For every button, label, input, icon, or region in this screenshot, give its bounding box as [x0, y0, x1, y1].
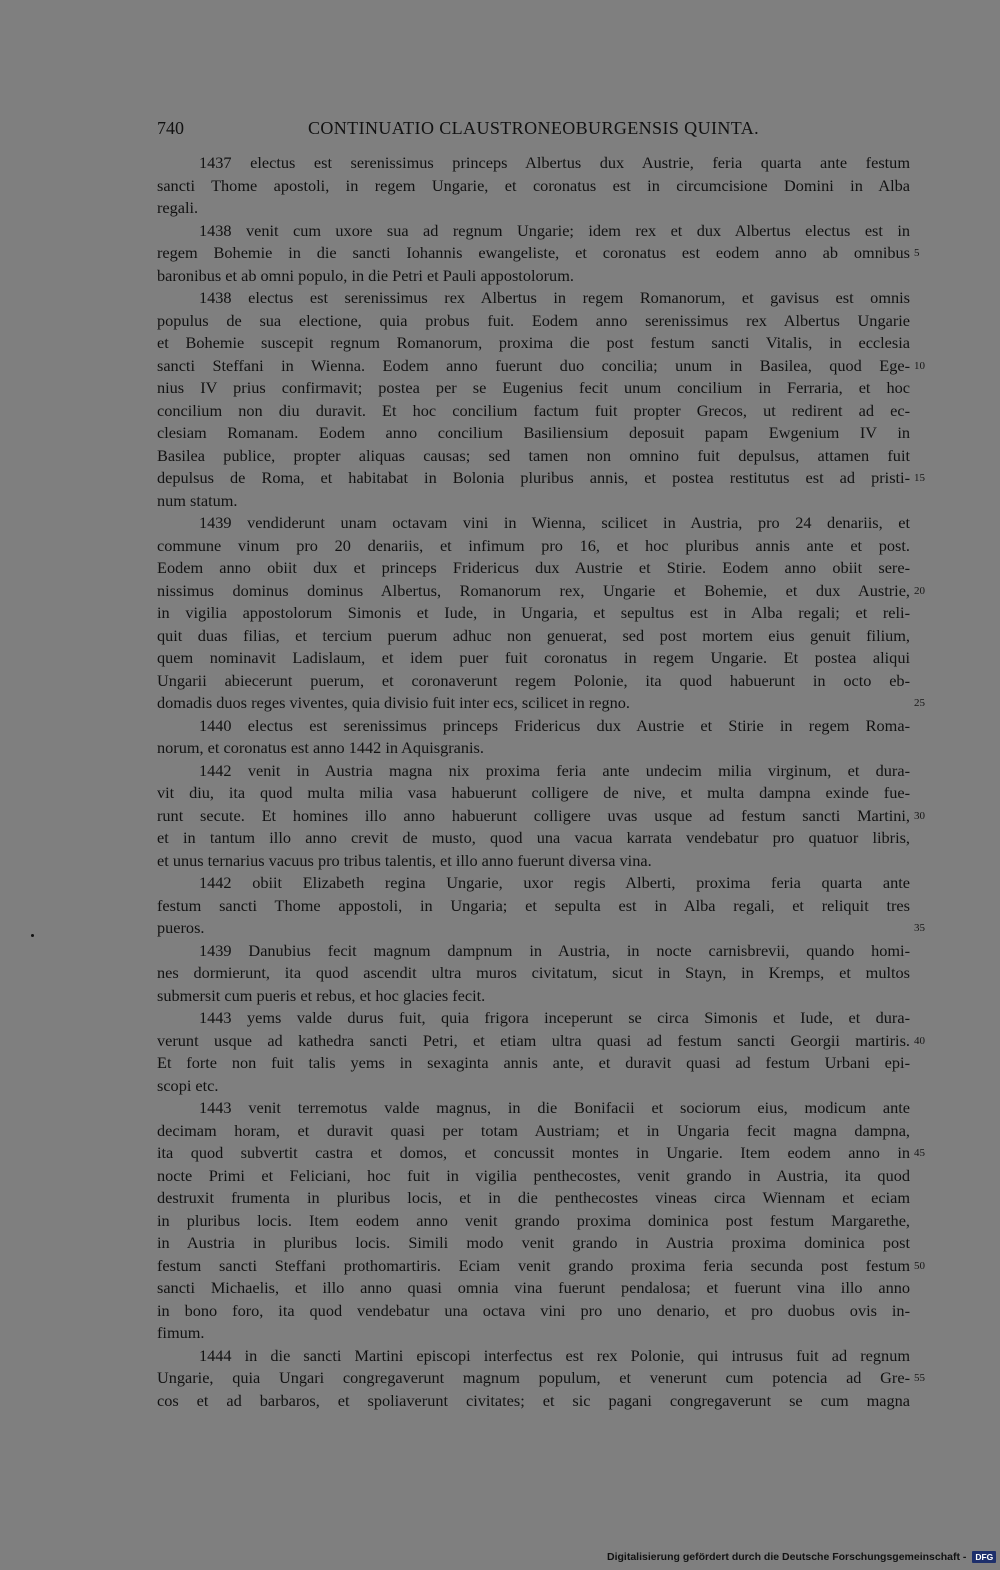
text-line	[157, 1277, 910, 1300]
line-text: Ungarii abiecerunt puerum, et coronaverunt regem Polonie, ita quod habuerunt in octo eb-	[157, 670, 910, 690]
line-text: verunt usque ad kathedra sancti Petri, et etiam ultra quasi ad festum sancti Georgii martiris.	[157, 1030, 910, 1050]
text-line	[157, 715, 910, 738]
line-number: 30	[914, 809, 925, 822]
line-text: clesiam Romanam. Eodem anno concilium Basiliensium deposuit papam Ewgenium IV in	[157, 423, 910, 442]
line-text: festum sancti Steffani prothomartiris. Eciam venit grando proxima feria secunda post festum	[157, 1255, 910, 1275]
line-text: sancti Michaelis, et illo anno quasi omnia vina fuerunt pendalosa; et fuerunt vina illo anno	[157, 1278, 910, 1297]
text-line	[157, 737, 910, 760]
text-line	[157, 670, 910, 693]
line-number: 10	[914, 359, 925, 372]
line-text: ita quod subvertit castra et domos, et concussit montes in Ungarie. Item eodem anno in	[157, 1143, 910, 1162]
line-text: cos et ad barbaros, et spoliaverunt civitates; et sic pagani congregaverunt se cum magna	[157, 1390, 910, 1410]
text-line	[157, 872, 910, 895]
line-text: et in tantum illo anno crevit de musto, quod una vacua karrata vendebatur pro quatuor libris,	[157, 828, 910, 847]
text-line	[157, 760, 910, 783]
line-text: 1438 venit cum uxore sua ad regnum Ungarie; idem rex et dux Albertus electus est in	[199, 220, 910, 240]
line-text: quem nominavit Ladislaum, et idem puer fuit coronatus in regem Ungarie. Et postea aliqui	[157, 648, 910, 667]
text-line	[157, 220, 910, 243]
text-line	[157, 422, 910, 445]
text-line	[157, 805, 925, 828]
text-line	[157, 355, 925, 378]
line-number: 5	[914, 247, 920, 259]
line-text: festum sancti Thome appostoli, in Ungaria; et sepulta est in Alba regali, et reliquit tres	[157, 895, 910, 915]
line-number: 55	[914, 1372, 925, 1384]
line-text: decimam horam, et duravit quasi per totam Austriam; et in Ungaria fecit magna dampna,	[157, 1120, 910, 1140]
text-line	[157, 1052, 910, 1075]
line-text: regali.	[157, 198, 199, 217]
text-line	[157, 400, 910, 423]
footer-credit	[607, 1551, 997, 1566]
chronicle-text	[157, 152, 925, 1412]
text-line	[157, 985, 910, 1008]
text-line	[157, 647, 910, 670]
line-text: 1439 Danubius fecit magnum dampnum in Austria, in nocte carnisbrevii, quando homi-	[199, 940, 910, 960]
page-header	[157, 118, 910, 144]
text-line	[157, 535, 910, 558]
line-text: Et forte non fuit talis yems in sexaginta annis ante, et duravit quasi ad festum Urbani epi-	[157, 1053, 910, 1072]
text-line	[157, 152, 910, 175]
text-line	[157, 557, 910, 580]
line-text: nissimus dominus dominus Albertus, Romanorum rex, Ungarie et Bohemie, et dux Austrie,	[157, 580, 910, 600]
line-text: 1443 venit terremotus valde magnus, in die Bonifacii et sociorum eius, modicum ante	[199, 1098, 910, 1117]
text-line	[157, 377, 910, 400]
text-line	[157, 467, 925, 490]
text-line	[157, 287, 910, 310]
text-line	[157, 895, 910, 918]
line-text: 1437 electus est serenissimus princeps Albertus dux Austrie, feria quarta ante festum	[199, 153, 910, 172]
line-text: sancti Thome apostoli, in regem Ungarie, et coronatus est in circumcisione Domini in Alba	[157, 175, 910, 195]
text-line	[157, 1210, 910, 1233]
line-text: Basilea publice, propter aliquas causas; sed tamen non omnino fuit depulsus, attamen fuit	[157, 445, 910, 465]
text-line	[157, 175, 910, 198]
dfg-logo-icon: DFG	[972, 1551, 996, 1563]
text-line	[157, 940, 910, 963]
text-line	[157, 1097, 910, 1120]
line-text: regem Bohemie in die sancti Iohannis ewangeliste, et coronatus est eodem anno ab omnibus	[157, 243, 910, 262]
line-text: runt secute. Et homines illo anno habuerunt colligere uvas usque ad festum sancti Martini,	[157, 805, 910, 825]
line-text: num statum.	[157, 490, 238, 510]
text-line	[157, 692, 925, 715]
line-text: quit duas filias, et tercium puerum adhuc non genuerat, sed post mortem eius genuit filium,	[157, 625, 910, 645]
line-number: 15	[914, 472, 925, 484]
line-text: 1444 in die sancti Martini episcopi interfectus est rex Polonie, qui intrusus fuit ad regnum	[199, 1345, 910, 1365]
line-text: nes dormierunt, ita quod ascendit ultra muros civitatum, sicut in Stayn, in Kremps, et multos	[157, 963, 910, 982]
line-text: depulsus de Roma, et habitabat in Bolonia pluribus annis, et postea restitutus est ad pristi-	[157, 468, 910, 487]
line-number: 40	[914, 1034, 925, 1047]
line-text: scopi etc.	[157, 1075, 219, 1095]
line-text: in Austria in pluribus locis. Simili modo venit grando in Austria proxima dominica post	[157, 1233, 910, 1252]
text-line	[157, 310, 910, 333]
line-text: in pluribus locis. Item eodem anno venit grando proxima dominica post festum Margarethe,	[157, 1210, 910, 1230]
text-line	[157, 580, 925, 603]
text-line	[157, 1300, 910, 1323]
line-text: vit diu, ita quod multa milia vasa habuerunt colligere de nive, et multa dampna exinde fue-	[157, 783, 910, 802]
line-text: concilium non diu duravit. Et hoc concilium factum fuit propter Grecos, ut redirent ad ec-	[157, 400, 910, 420]
line-text: et Bohemie suscepit regnum Romanorum, proxima die post festum sancti Vitalis, in ecclesia	[157, 333, 910, 352]
text-line	[157, 242, 920, 265]
text-line	[157, 512, 910, 535]
text-line	[157, 1390, 910, 1413]
line-text: 1442 venit in Austria magna nix proxima feria ante undecim milia virginum, et dura-	[199, 760, 910, 780]
line-number: 20	[914, 584, 925, 597]
text-line	[157, 602, 910, 625]
line-text: populus de sua electione, quia probus fuit. Eodem anno serenissimus rex Albertus Ungarie	[157, 310, 910, 330]
text-line	[157, 962, 910, 985]
line-text: 1442 obiit Elizabeth regina Ungarie, uxor regis Alberti, proxima feria quarta ante	[199, 873, 910, 892]
line-text: 1443 yems valde durus fuit, quia frigora inceperunt se circa Simonis et Iude, et dura-	[199, 1008, 910, 1027]
text-line	[157, 917, 925, 940]
text-line	[157, 625, 910, 648]
line-number: 50	[914, 1259, 925, 1272]
text-line	[157, 1255, 925, 1278]
page-number: 740	[157, 118, 184, 138]
text-line	[157, 1120, 910, 1143]
line-text: pueros.	[157, 918, 205, 937]
footer-text: Digitalisierung gefördert durch die Deutsche Forschungsgemeinschaft -	[607, 1551, 967, 1564]
line-text: norum, et coronatus est anno 1442 in Aquisgranis.	[157, 738, 484, 757]
line-text: 1439 vendiderunt unam octavam vini in Wienna, scilicet in Austria, pro 24 denariis, et	[199, 513, 910, 532]
text-line	[157, 850, 910, 873]
text-line	[157, 490, 910, 513]
running-title: CONTINUATIO CLAUSTRONEOBURGENSIS QUINTA.	[307, 118, 760, 138]
line-text: 1438 electus est serenissimus rex Albertus in regem Romanorum, et gavisus est omnis	[199, 288, 910, 307]
text-line	[157, 1030, 925, 1053]
text-line	[157, 332, 910, 355]
text-line	[157, 1345, 910, 1368]
line-text: destruxit frumenta in pluribus locis, et in die penthecostes vineas circa Wiennam et eciam	[157, 1188, 910, 1207]
line-text: in bono foro, ita quod vendebatur una octava vini pro uno denario, et pro duobus ovis in-	[157, 1300, 910, 1320]
line-text: in vigilia appostolorum Simonis et Iude, in Ungaria, et sepultus est in Alba regali; et reli-	[157, 603, 910, 622]
line-text: nius IV prius confirmavit; postea per se Eugenius fecit unum concilium in Ferraria, et hoc	[157, 378, 910, 397]
text-line	[157, 265, 910, 288]
line-text: 1440 electus est serenissimus princeps Fridericus dux Austrie et Stirie in regem Roma-	[199, 715, 910, 735]
text-line	[157, 1142, 925, 1165]
line-text: commune vinum pro 20 denariis, et infimum pro 16, et hoc pluribus annis ante et post.	[157, 535, 910, 555]
line-text: fimum.	[157, 1323, 205, 1342]
text-line	[157, 1007, 910, 1030]
text-line	[157, 827, 910, 850]
line-number: 35	[914, 922, 925, 934]
line-number: 25	[914, 697, 925, 709]
text-line	[157, 197, 910, 220]
text-line	[157, 1075, 910, 1098]
line-text: Eodem anno obiit dux et princeps Fridericus dux Austrie et Stirie. Eodem anno obiit sere-	[157, 558, 910, 577]
text-line	[157, 1322, 910, 1345]
line-text: nocte Primi et Feliciani, hoc fuit in vigilia penthecostes, venit grando in Austria, ita quod	[157, 1165, 910, 1185]
line-text: domadis duos reges viventes, quia divisio fuit inter ecs, scilicet in regno.	[157, 693, 630, 712]
line-text: sancti Steffani in Wienna. Eodem anno fuerunt duo concilia; unum in Basilea, quod Ege-	[157, 355, 910, 375]
text-line	[157, 1367, 925, 1390]
line-number: 45	[914, 1147, 925, 1159]
text-line	[157, 782, 910, 805]
line-text: Ungarie, quia Ungari congregaverunt magnum populum, et venerunt cum potencia ad Gre-	[157, 1368, 910, 1387]
scan-speck	[31, 934, 34, 937]
text-line	[157, 1232, 910, 1255]
line-text: et unus ternarius vacuus pro tribus talentis, et illo anno fuerunt diversa vina.	[157, 850, 652, 870]
line-text: baronibus et ab omni populo, in die Petri et Pauli appostolorum.	[157, 265, 574, 285]
text-line	[157, 1187, 910, 1210]
text-line	[157, 445, 910, 468]
text-line	[157, 1165, 910, 1188]
line-text: submersit cum pueris et rebus, et hoc glacies fecit.	[157, 985, 486, 1005]
